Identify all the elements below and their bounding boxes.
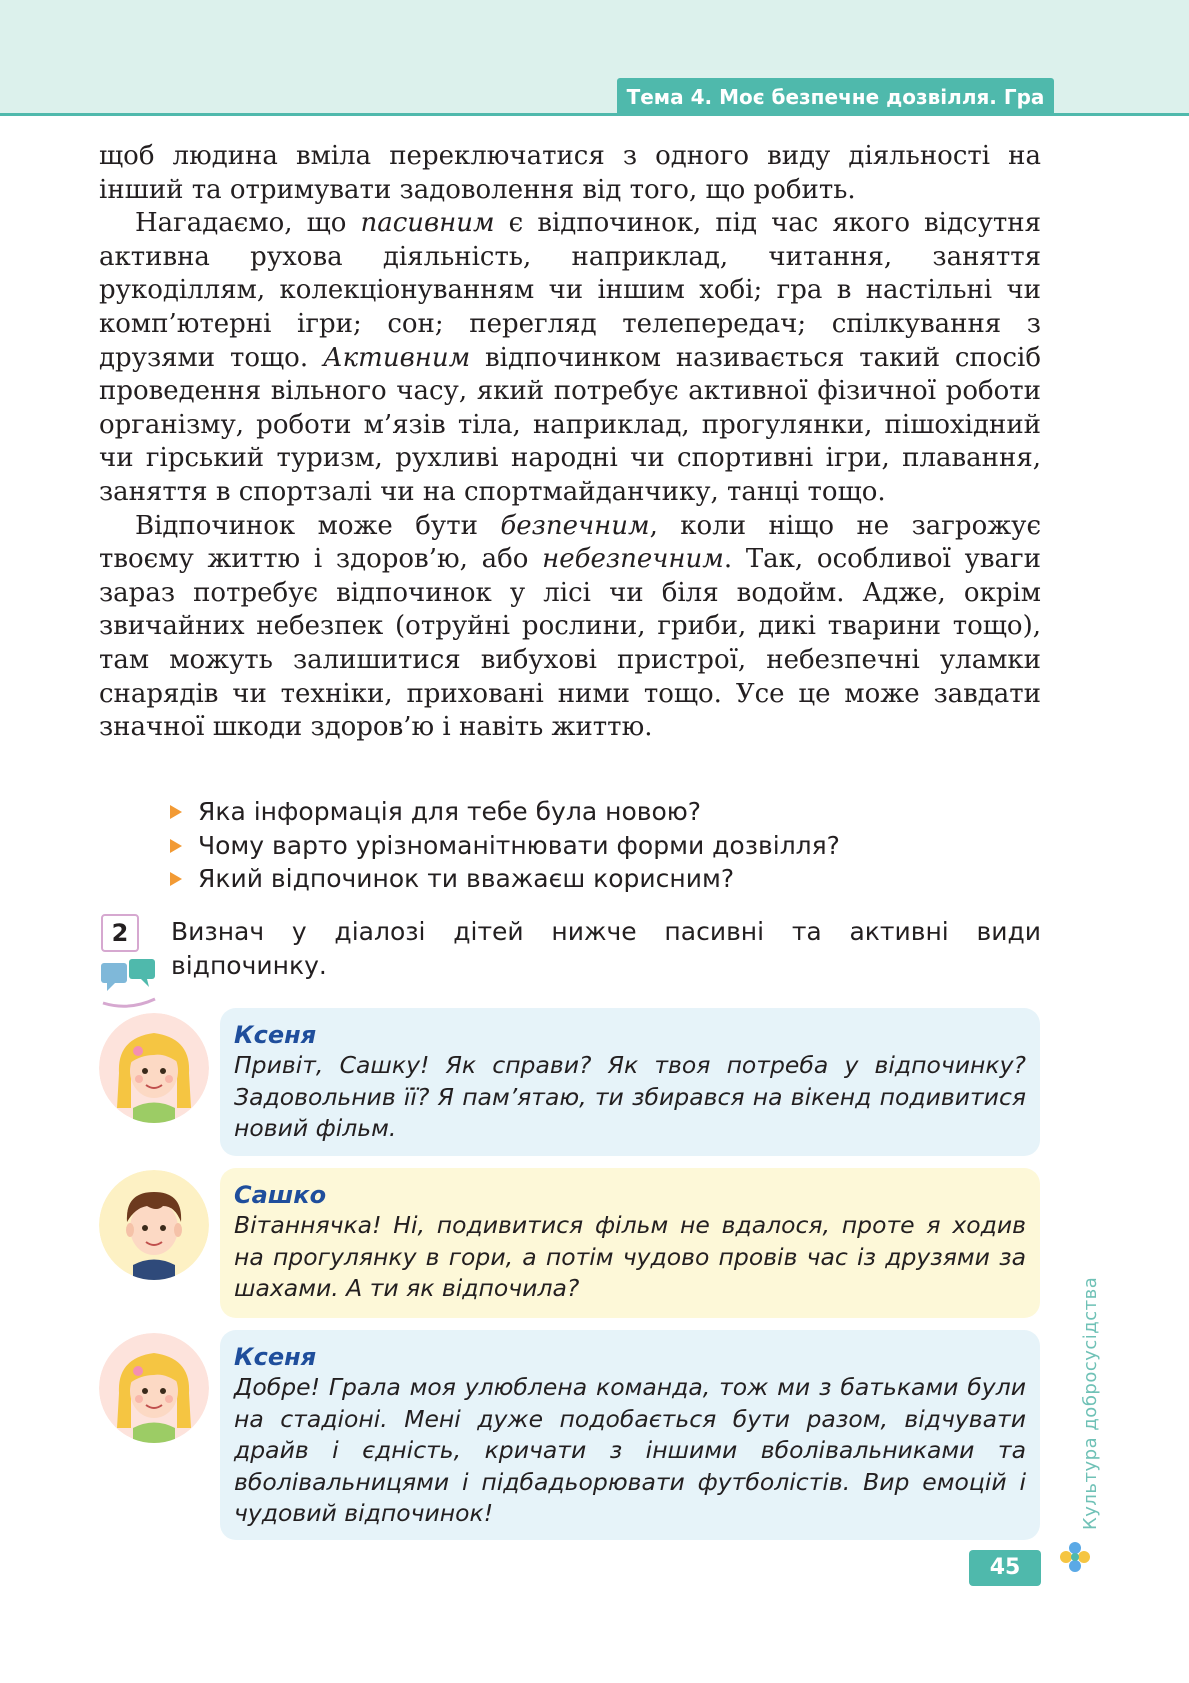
speaker-name: Ксеня <box>234 1343 317 1371</box>
dialogue-bubble <box>220 1168 1040 1318</box>
term-unsafe: небезпечним <box>542 544 724 575</box>
bullet-triangle-icon <box>170 805 182 819</box>
bullet-triangle-icon <box>170 839 182 853</box>
term-safe: безпечним <box>500 510 650 541</box>
speech-text: Вітаннячка! Ні, подивитися фільм не вдалося, проте я ходив на прогулянку в гори, а потім чудово провів час із друзями за шахами. А ти як відпочила? <box>234 1211 1026 1302</box>
para2-text-3: відпочинком називається такий спосіб проведення вільного часу, який потребує активної фізичної роботи організму, роботи м’язів тіла, наприклад, прогулянки, пішохідний чи гірський туризм, рухливі народні чи спортивні ігри, плавання, заняття в спортзалі чи на спортмайданчику, танці тощо. <box>99 342 1041 507</box>
question-list <box>170 795 1050 896</box>
para2-text-1: Нагадаємо, що <box>135 208 361 239</box>
paragraph-1: щоб людина вміла переключатися з одного виду діяльності на інший та отримувати задоволення від того, що робить. <box>99 141 1041 205</box>
para2-text-2: є відпочинок, під час якого відсутня активна рухова діяльність, наприклад, читання, заняття рукоділлям, колекціонуванням чи іншим хобі; гра в настільні чи комп’ютерні ігри; сон; перегляд телепередач; спілкування з друзями тощо. <box>99 208 1041 373</box>
avatar-ksenia <box>99 1333 209 1443</box>
question-item <box>170 795 1050 829</box>
page-number: 45 <box>969 1550 1041 1586</box>
task-text: Визнач у діалозі дітей нижче пасивні та активні види відпочинку. <box>171 917 1041 980</box>
task-number: 2 <box>101 914 139 952</box>
para3-text-3: . Так, особливої уваги зараз потребує відпочинок у лісі чи біля водойм. Адже, окрім звичайних небезпек (отруйні рослини, гриби, дикі тварини тощо), там можуть залишитися вибухові пристрої, небезпечні уламки снарядів чи техніки, приховані ними тощо. Усе це може завдати значної шкоди здоров’ю і навіть життю. <box>99 544 1042 743</box>
term-active: Активним <box>322 342 471 373</box>
speech-text: Добре! Грала моя улюблена команда, тож ми з батьками були на стадіоні. Мені дуже подобається бути разом, відчувати драйв і єдність, кричати з іншими вболівальниками та вболівальницями і підбадьорювати футболістів. Вир емоцій і чудовий відпочинок! <box>234 1373 1026 1527</box>
discussion-icon <box>99 955 159 1011</box>
question-text: Яка інформація для тебе була новою? <box>198 797 702 826</box>
dialogue-bubble <box>220 1008 1040 1156</box>
topic-tab: Тема 4. Моє безпечне дозвілля. Гра <box>617 78 1054 116</box>
para3-text-1: Відпочинок може бути <box>135 510 501 541</box>
paragraph-3 <box>99 510 1041 745</box>
body-text <box>99 140 1041 745</box>
question-text: Чому варто урізноманітнювати форми дозвілля? <box>198 830 840 860</box>
section-side-label: Культура добросусідства <box>1080 1276 1101 1530</box>
speaker-name: Ксеня <box>234 1021 317 1049</box>
avatar-sashko <box>99 1170 209 1280</box>
para3-text-2: , коли ніщо не загрожує твоєму життю і здоров’ю, або <box>99 510 1041 575</box>
term-passive: пасивним <box>360 208 495 239</box>
avatar-ksenia <box>99 1013 209 1123</box>
dialogue-bubble <box>220 1330 1040 1540</box>
question-text: Який відпочинок ти вважаєш корисним? <box>198 864 735 893</box>
flower-icon <box>1058 1540 1092 1574</box>
bullet-triangle-icon <box>170 872 182 886</box>
speech-text: Привіт, Сашку! Як справи? Як твоя потреба у відпочинку? Задовольнив її? Я пам’ятаю, ти збирався на вікенд подивитися новий фільм. <box>234 1051 1026 1142</box>
paragraph-2 <box>99 207 1041 509</box>
speaker-name: Сашко <box>234 1181 327 1209</box>
question-item <box>170 862 1050 896</box>
question-item <box>170 829 1050 863</box>
